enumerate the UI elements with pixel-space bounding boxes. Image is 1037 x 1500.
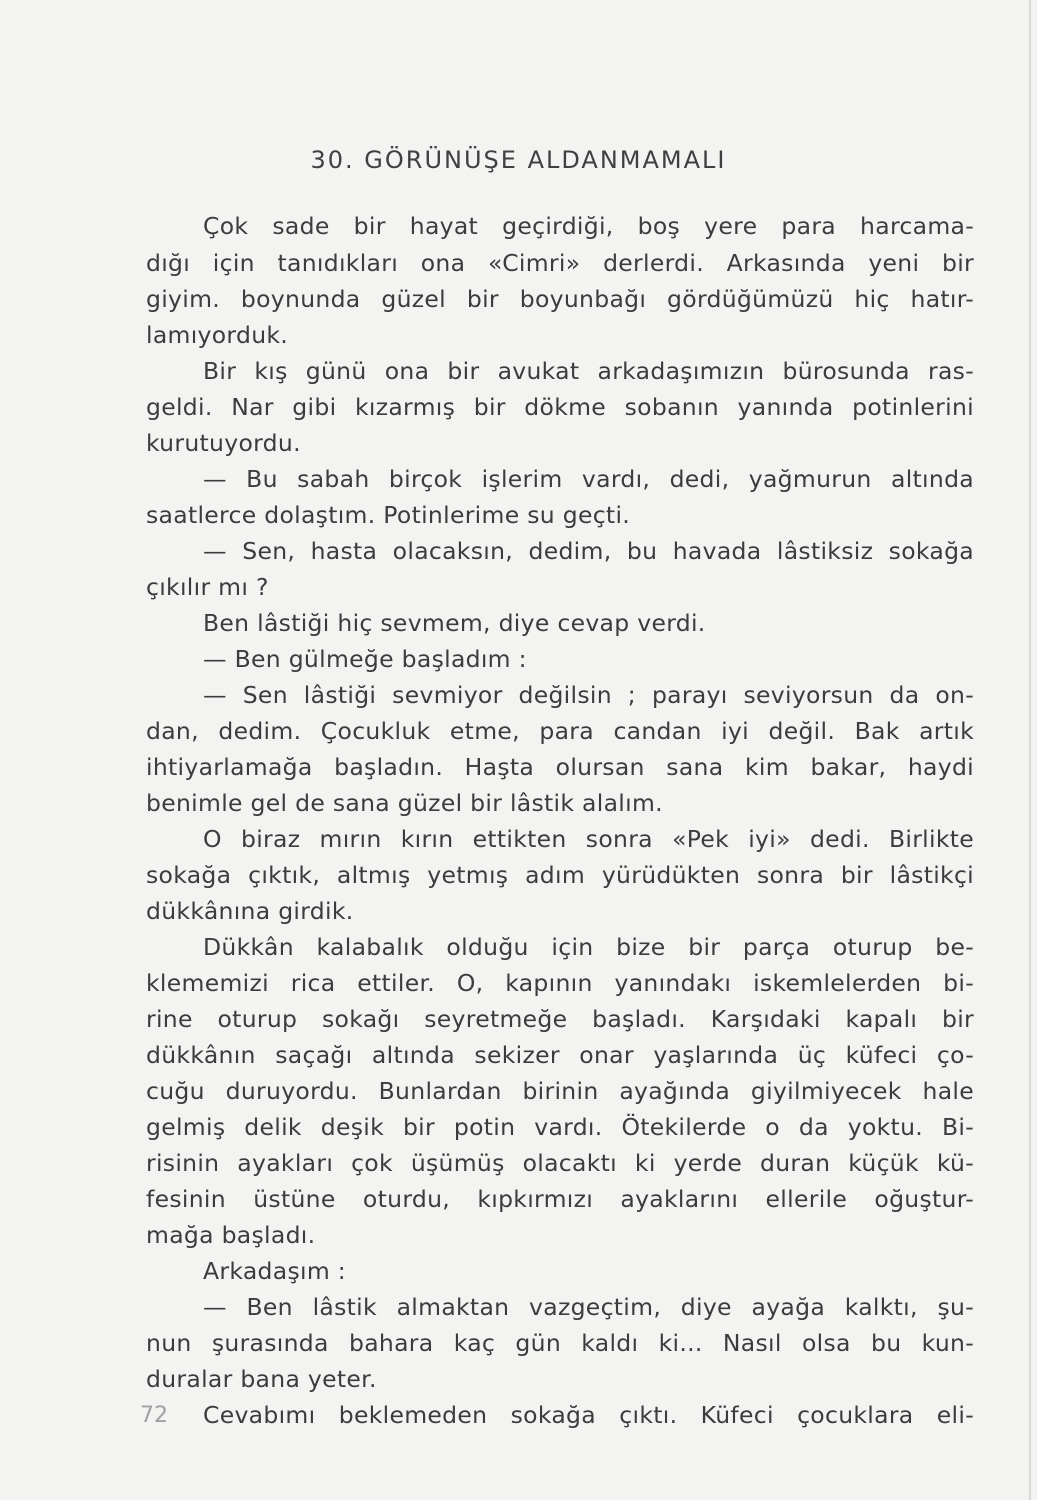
text-line: gelmiş delik deşik bir potin vardı. Ötekilerde o da yoktu. Bi- (146, 1113, 974, 1141)
text-line: — Bu sabah birçok işlerim vardı, dedi, yağmurun altında (203, 465, 974, 493)
text-line: dükkânına girdik. (146, 897, 354, 925)
text-line: benimle gel de sana güzel bir lâstik alalım. (146, 789, 663, 817)
text-line: dan, dedim. Çocukluk etme, para candan iyi değil. Bak artık (146, 717, 974, 745)
text-line: risinin ayakları çok üşümüş olacaktı ki yerde duran küçük kü- (146, 1149, 974, 1177)
text-line: Bir kış günü ona bir avukat arkadaşımızın bürosunda ras- (203, 357, 974, 385)
text-line: ihtiyarlamağa başladın. Haşta olursan sana kim bakar, haydi (146, 753, 974, 781)
text-line: mağa başladı. (146, 1221, 316, 1249)
text-line: giyim. boynunda güzel bir boyunbağı gördüğümüzü hiç hatır- (146, 285, 974, 313)
text-line: cuğu duruyordu. Bunlardan birinin ayağında giyilmiyecek hale (146, 1077, 974, 1105)
text-line: saatlerce dolaştım. Potinlerime su geçti. (146, 501, 631, 529)
text-line: kurutuyordu. (146, 429, 301, 457)
text-line: dükkânın saçağı altında sekizer onar yaşlarında üç küfeci ço- (146, 1041, 974, 1069)
chapter-title: 30. GÖRÜNÜŞE ALDANMAMALI (310, 146, 727, 174)
text-line: — Sen lâstiği sevmiyor değilsin ; parayı seviyorsun da on- (203, 681, 974, 709)
text-line: geldi. Nar gibi kızarmış bir dökme sobanın yanında potinlerini (146, 393, 974, 421)
text-line: nun şurasında bahara kaç gün kaldı ki... Nasıl olsa bu kun- (146, 1329, 974, 1357)
text-line: — Ben gülmeğe başladım : (203, 645, 527, 673)
text-line: duralar bana yeter. (146, 1365, 377, 1393)
text-line: O biraz mırın kırın ettikten sonra «Pek iyi» dedi. Birlikte (203, 825, 974, 853)
text-line: fesinin üstüne oturdu, kıpkırmızı ayaklarını ellerile oğuştur- (146, 1185, 974, 1213)
text-line: Çok sade bir hayat geçirdiği, boş yere para harcama- (203, 212, 974, 240)
text-line: klememizi rica ettiler. O, kapının yanındakı iskemlelerden bi- (146, 969, 974, 997)
text-line: — Ben lâstik almaktan vazgeçtim, diye ayağa kalktı, şu- (203, 1293, 974, 1321)
text-line: — Sen, hasta olacaksın, dedim, bu havada lâstiksiz sokağa (203, 537, 974, 565)
text-line: dığı için tanıdıkları ona «Cimri» derlerdi. Arkasında yeni bir (146, 249, 974, 277)
text-line: lamıyorduk. (146, 321, 289, 349)
text-line: sokağa çıktık, altmış yetmış adım yürüdükten sonra bir lâstikçi (146, 861, 974, 889)
text-line: Dükkân kalabalık olduğu için bize bir parça oturup be- (203, 933, 974, 961)
text-line: rine oturup sokağı seyretmeğe başladı. Karşıdaki kapalı bir (146, 1005, 974, 1033)
page-number: 72 (140, 1403, 168, 1428)
text-line: çıkılır mı ? (146, 573, 269, 601)
page-edge-shadow (1029, 0, 1031, 1500)
text-line: Cevabımı beklemeden sokağa çıktı. Küfeci çocuklara eli- (203, 1401, 974, 1429)
text-line: Arkadaşım : (203, 1257, 347, 1285)
text-line: Ben lâstiği hiç sevmem, diye cevap verdi. (203, 609, 706, 637)
